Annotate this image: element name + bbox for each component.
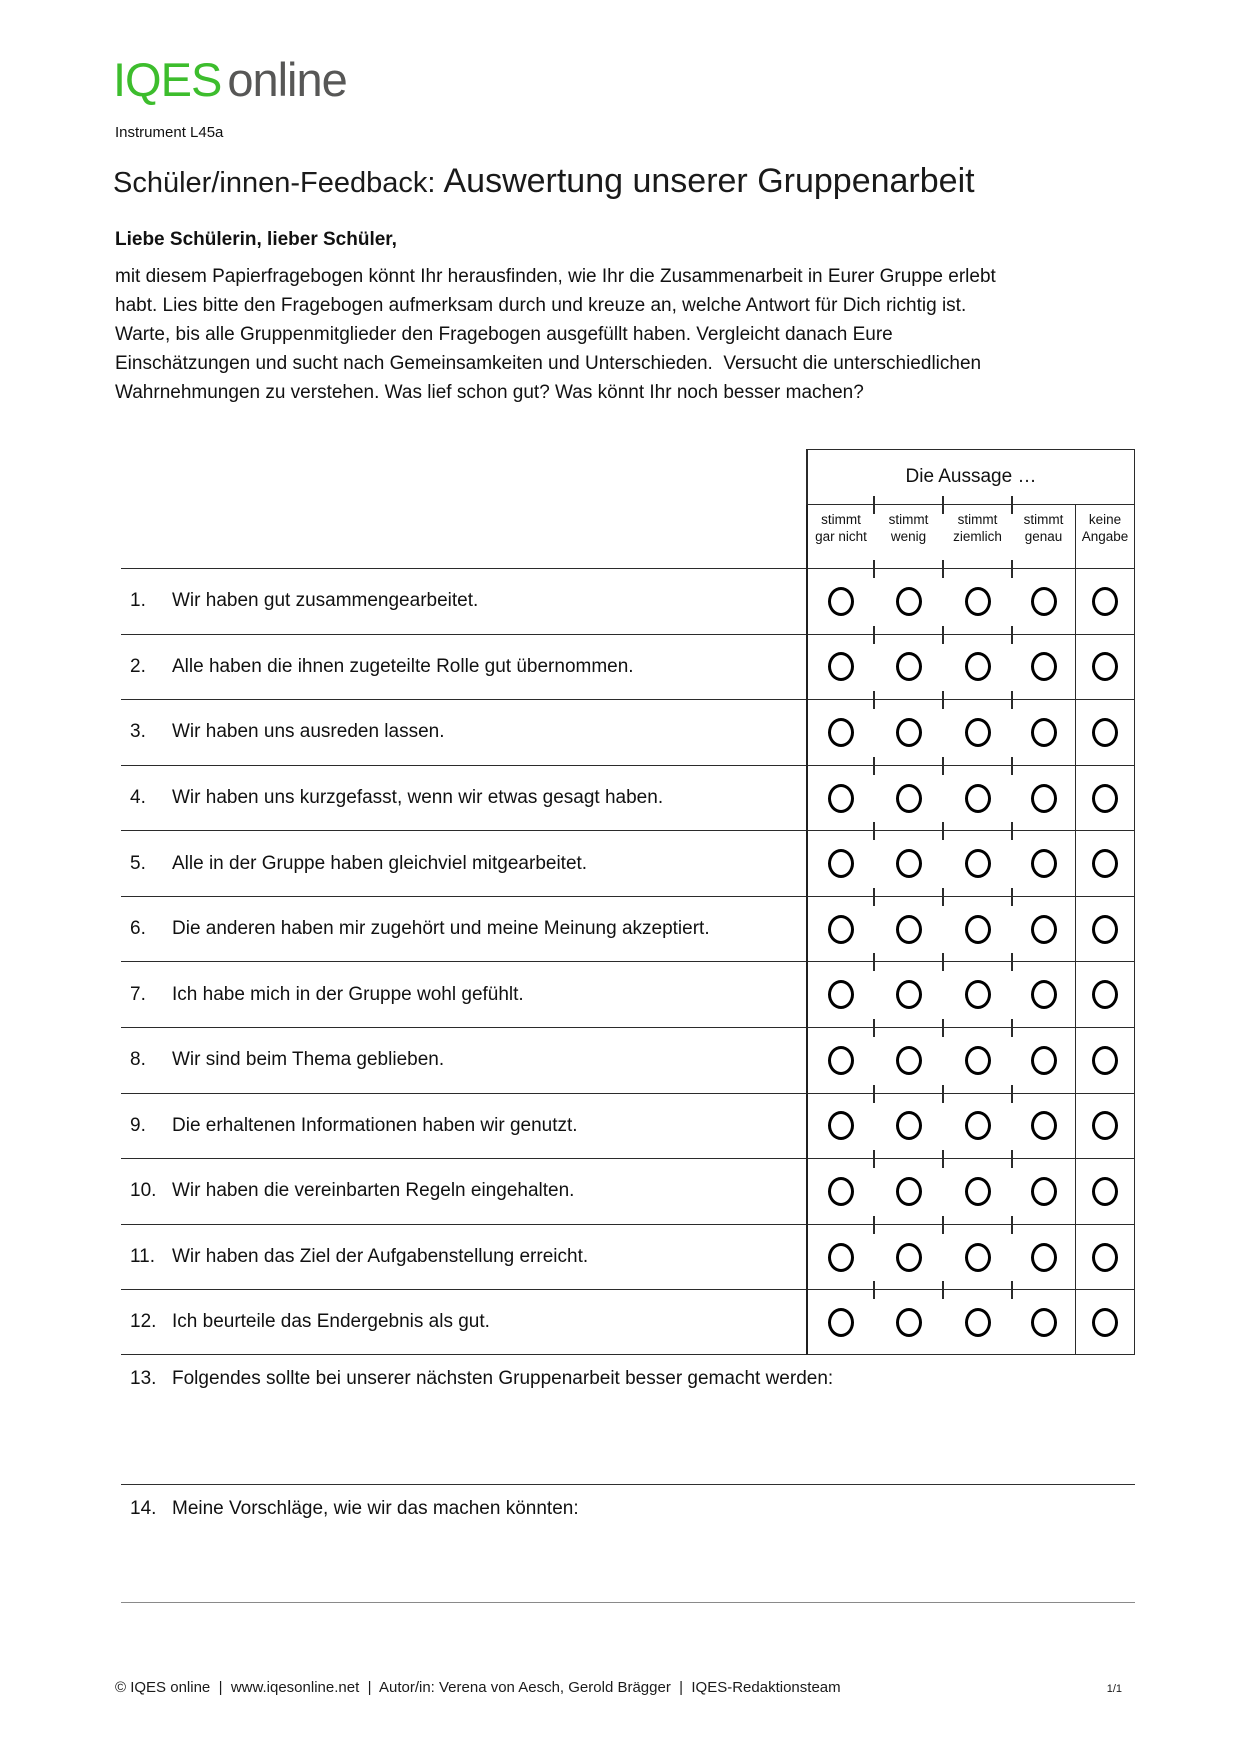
radio-circle-stimmt-wenig[interactable] [896, 718, 922, 747]
answer-cell-stimmt-genau [1012, 765, 1075, 831]
radio-circle-stimmt-genau[interactable] [1031, 1243, 1057, 1272]
statement-text: Ich beurteile das Endergebnis als gut. [172, 1289, 806, 1355]
answer-cell-stimmt-gar-nicht [806, 634, 874, 700]
row-number: 1. [121, 568, 172, 634]
radio-circle-stimmt-wenig[interactable] [896, 1243, 922, 1272]
answer-space-14[interactable] [121, 1530, 1135, 1602]
radio-circle-stimmt-ziemlich[interactable] [965, 1308, 991, 1337]
column-header-stimmt-gar-nicht [806, 505, 874, 568]
column-label-line: ziemlich [953, 528, 1002, 544]
column-header-stimmt-ziemlich [943, 505, 1012, 568]
row-number: 2. [121, 634, 172, 700]
answer-cell-keine-angabe [1075, 699, 1135, 765]
row-number: 8. [121, 1027, 172, 1093]
row-number: 12. [121, 1289, 172, 1355]
open-question-text: Folgendes sollte bei unserer nächsten Gruppenarbeit besser gemacht werden: [172, 1367, 834, 1389]
page-number: 1/1 [1106, 1683, 1122, 1695]
answer-cell-stimmt-genau [1012, 1158, 1075, 1224]
statement-text: Wir haben gut zusammengearbeitet. [172, 568, 806, 634]
intro-paragraph: mit diesem Papierfragebogen könnt Ihr herausfinden, wie Ihr die Zusammenarbeit in Eurer Gruppe erlebt habt. Lies bitte den Fragebogen aufmerksam durch und kreuze an, welche Antwort für Dich richtig ist. Warte, bis alle Gruppenmitglieder den Fragebogen ausgefüllt haben. Vergleicht danach Eure Einschätzungen und sucht nach Gemeinsamkeiten und Unterschieden. Versucht die unterschiedlichen Wahrnehmungen zu verstehen. Was lief schon gut? Was könnt Ihr noch besser machen? [115, 266, 1002, 403]
radio-circle-stimmt-gar-nicht[interactable] [828, 652, 854, 681]
title-main: Auswertung unserer Gruppenarbeit [443, 162, 975, 200]
answer-cell-stimmt-gar-nicht [806, 1224, 874, 1290]
answer-cell-stimmt-wenig [874, 765, 943, 831]
radio-circle-keine-angabe[interactable] [1092, 980, 1118, 1009]
row-number: 6. [121, 896, 172, 962]
radio-circle-stimmt-ziemlich[interactable] [965, 784, 991, 813]
answer-cell-stimmt-genau [1012, 634, 1075, 700]
radio-circle-keine-angabe[interactable] [1092, 718, 1118, 747]
radio-circle-keine-angabe[interactable] [1092, 1308, 1118, 1337]
column-header-stimmt-genau [1012, 505, 1075, 568]
radio-circle-keine-angabe[interactable] [1092, 587, 1118, 616]
answer-cell-stimmt-wenig [874, 568, 943, 634]
answer-cell-stimmt-wenig [874, 699, 943, 765]
radio-circle-stimmt-genau[interactable] [1031, 1308, 1057, 1337]
answer-cell-stimmt-gar-nicht [806, 765, 874, 831]
answer-cell-keine-angabe [1075, 1093, 1135, 1159]
answer-cell-keine-angabe [1075, 1289, 1135, 1355]
statement-text: Wir sind beim Thema geblieben. [172, 1027, 806, 1093]
radio-circle-stimmt-wenig[interactable] [896, 652, 922, 681]
radio-circle-stimmt-gar-nicht[interactable] [828, 1177, 854, 1206]
row-number: 5. [121, 830, 172, 896]
answer-cell-stimmt-ziemlich [943, 765, 1012, 831]
radio-circle-stimmt-wenig[interactable] [896, 1046, 922, 1075]
column-label-line: gar nicht [815, 528, 867, 544]
statement-text: Die erhaltenen Informationen haben wir genutzt. [172, 1093, 806, 1159]
column-label-line: stimmt [888, 512, 929, 527]
column-header-keine-angabe [1075, 505, 1135, 568]
header-spacer [121, 449, 806, 505]
answer-cell-stimmt-ziemlich [943, 896, 1012, 962]
answer-cell-keine-angabe [1075, 896, 1135, 962]
column-label-line: keine [1088, 512, 1122, 527]
answer-cell-keine-angabe [1075, 1224, 1135, 1290]
answer-cell-stimmt-gar-nicht [806, 1093, 874, 1159]
answer-cell-stimmt-genau [1012, 1224, 1075, 1290]
answer-cell-stimmt-genau [1012, 699, 1075, 765]
table-header-label: Die Aussage … [905, 466, 1037, 487]
answer-cell-stimmt-gar-nicht [806, 699, 874, 765]
logo-text-iqes: IQES [113, 53, 222, 106]
answer-cell-stimmt-genau [1012, 568, 1075, 634]
radio-circle-stimmt-wenig[interactable] [896, 1111, 922, 1140]
answer-cell-stimmt-gar-nicht [806, 568, 874, 634]
radio-circle-keine-angabe[interactable] [1092, 915, 1118, 944]
radio-circle-stimmt-gar-nicht[interactable] [828, 1243, 854, 1272]
answer-cell-stimmt-wenig [874, 1289, 943, 1355]
answer-cell-stimmt-ziemlich [943, 961, 1012, 1027]
answer-cell-stimmt-wenig [874, 1093, 943, 1159]
radio-circle-stimmt-genau[interactable] [1031, 980, 1057, 1009]
radio-circle-stimmt-gar-nicht[interactable] [828, 1111, 854, 1140]
answer-cell-keine-angabe [1075, 568, 1135, 634]
radio-circle-stimmt-ziemlich[interactable] [965, 915, 991, 944]
column-label-line: stimmt [1023, 512, 1064, 527]
radio-circle-keine-angabe[interactable] [1092, 1177, 1118, 1206]
open-question-text: Meine Vorschläge, wie wir das machen könnten: [172, 1497, 579, 1519]
radio-circle-stimmt-gar-nicht[interactable] [828, 1046, 854, 1075]
answer-cell-stimmt-ziemlich [943, 1289, 1012, 1355]
radio-circle-keine-angabe[interactable] [1092, 1046, 1118, 1075]
statement-text: Die anderen haben mir zugehört und meine Meinung akzeptiert. [172, 896, 806, 962]
radio-circle-stimmt-ziemlich[interactable] [965, 980, 991, 1009]
answer-cell-stimmt-genau [1012, 1093, 1075, 1159]
answer-cell-stimmt-wenig [874, 1224, 943, 1290]
radio-circle-stimmt-ziemlich[interactable] [965, 652, 991, 681]
answer-cell-keine-angabe [1075, 1027, 1135, 1093]
answer-cell-stimmt-wenig [874, 896, 943, 962]
answer-cell-stimmt-ziemlich [943, 1224, 1012, 1290]
radio-circle-stimmt-genau[interactable] [1031, 1177, 1057, 1206]
radio-circle-stimmt-gar-nicht[interactable] [828, 980, 854, 1009]
answer-cell-stimmt-genau [1012, 1289, 1075, 1355]
open-question-row-14 [121, 1485, 1135, 1603]
radio-circle-stimmt-gar-nicht[interactable] [828, 1308, 854, 1337]
answer-cell-stimmt-gar-nicht [806, 830, 874, 896]
radio-circle-stimmt-genau[interactable] [1031, 587, 1057, 616]
answer-cell-stimmt-ziemlich [943, 568, 1012, 634]
radio-circle-stimmt-gar-nicht[interactable] [828, 915, 854, 944]
answer-cell-stimmt-ziemlich [943, 1027, 1012, 1093]
answer-cell-stimmt-genau [1012, 830, 1075, 896]
radio-circle-stimmt-genau[interactable] [1031, 1111, 1057, 1140]
answer-cell-stimmt-ziemlich [943, 699, 1012, 765]
column-label-line: genau [1024, 528, 1063, 544]
radio-circle-stimmt-genau[interactable] [1031, 915, 1057, 944]
page-footer [115, 1679, 1122, 1696]
radio-circle-stimmt-genau[interactable] [1031, 1046, 1057, 1075]
salutation: Liebe Schülerin, lieber Schüler, [115, 229, 397, 250]
answer-cell-stimmt-ziemlich [943, 1093, 1012, 1159]
answer-cell-stimmt-ziemlich [943, 830, 1012, 896]
radio-circle-keine-angabe[interactable] [1092, 1243, 1118, 1272]
answer-cell-stimmt-genau [1012, 961, 1075, 1027]
radio-circle-stimmt-wenig[interactable] [896, 1308, 922, 1337]
radio-circle-stimmt-genau[interactable] [1031, 652, 1057, 681]
answer-cell-stimmt-genau [1012, 1027, 1075, 1093]
radio-circle-stimmt-wenig[interactable] [896, 980, 922, 1009]
page-title [113, 162, 975, 201]
instrument-label: Instrument L45a [115, 124, 224, 141]
row-number: 13. [130, 1367, 157, 1389]
row-number: 10. [121, 1158, 172, 1224]
statement-text: Ich habe mich in der Gruppe wohl gefühlt. [172, 961, 806, 1027]
radio-circle-stimmt-wenig[interactable] [896, 915, 922, 944]
statement-text: Wir haben die vereinbarten Regeln eingehalten. [172, 1158, 806, 1224]
row-number: 3. [121, 699, 172, 765]
open-question-row-13 [121, 1355, 1135, 1485]
iqes-online-logo [113, 52, 347, 107]
row-number: 14. [130, 1497, 157, 1519]
column-label-line: wenig [890, 528, 927, 544]
radio-circle-stimmt-gar-nicht[interactable] [828, 718, 854, 747]
answer-cell-keine-angabe [1075, 765, 1135, 831]
answer-cell-stimmt-wenig [874, 1027, 943, 1093]
statement-text: Alle in der Gruppe haben gleichviel mitgearbeitet. [172, 830, 806, 896]
radio-circle-stimmt-ziemlich[interactable] [965, 849, 991, 878]
radio-circle-stimmt-genau[interactable] [1031, 784, 1057, 813]
feedback-table [121, 449, 1135, 1603]
radio-circle-stimmt-ziemlich[interactable] [965, 718, 991, 747]
statement-text: Wir haben uns kurzgefasst, wenn wir etwas gesagt haben. [172, 765, 806, 831]
radio-circle-stimmt-ziemlich[interactable] [965, 587, 991, 616]
radio-circle-stimmt-ziemlich[interactable] [965, 1111, 991, 1140]
footer-credits: © IQES online | www.iqesonline.net | Autor/in: Verena von Aesch, Gerold Brägger | IQES-Redaktionsteam [115, 1679, 841, 1696]
table-header-box [806, 449, 1135, 505]
row-number: 9. [121, 1093, 172, 1159]
radio-circle-keine-angabe[interactable] [1092, 849, 1118, 878]
row-number: 4. [121, 765, 172, 831]
column-label-line: stimmt [821, 512, 861, 527]
answer-cell-stimmt-gar-nicht [806, 1289, 874, 1355]
answer-cell-keine-angabe [1075, 961, 1135, 1027]
radio-circle-stimmt-ziemlich[interactable] [965, 1177, 991, 1206]
answer-cell-stimmt-wenig [874, 634, 943, 700]
radio-circle-stimmt-ziemlich[interactable] [965, 1046, 991, 1075]
radio-circle-stimmt-wenig[interactable] [896, 784, 922, 813]
radio-circle-stimmt-ziemlich[interactable] [965, 1243, 991, 1272]
radio-circle-stimmt-genau[interactable] [1031, 718, 1057, 747]
answer-cell-keine-angabe [1075, 1158, 1135, 1224]
column-label-line: stimmt [957, 512, 998, 527]
radio-circle-stimmt-wenig[interactable] [896, 1177, 922, 1206]
answer-cell-stimmt-gar-nicht [806, 896, 874, 962]
answer-space-13[interactable] [121, 1400, 1135, 1484]
radio-circle-stimmt-wenig[interactable] [896, 849, 922, 878]
answer-cell-stimmt-ziemlich [943, 1158, 1012, 1224]
logo-text-online: online [227, 53, 347, 106]
answer-cell-stimmt-gar-nicht [806, 1158, 874, 1224]
radio-circle-keine-angabe[interactable] [1092, 1111, 1118, 1140]
radio-circle-stimmt-gar-nicht[interactable] [828, 849, 854, 878]
radio-circle-stimmt-gar-nicht[interactable] [828, 587, 854, 616]
label-row-spacer [121, 505, 806, 568]
radio-circle-keine-angabe[interactable] [1092, 652, 1118, 681]
radio-circle-stimmt-gar-nicht[interactable] [828, 784, 854, 813]
statement-grid [121, 449, 1135, 1355]
answer-cell-stimmt-genau [1012, 896, 1075, 962]
radio-circle-stimmt-genau[interactable] [1031, 849, 1057, 878]
answer-cell-keine-angabe [1075, 830, 1135, 896]
row-number: 7. [121, 961, 172, 1027]
answer-cell-stimmt-wenig [874, 1158, 943, 1224]
statement-text: Alle haben die ihnen zugeteilte Rolle gut übernommen. [172, 634, 806, 700]
row-number: 11. [121, 1224, 172, 1290]
answer-cell-stimmt-ziemlich [943, 634, 1012, 700]
radio-circle-stimmt-wenig[interactable] [896, 587, 922, 616]
statement-text: Wir haben das Ziel der Aufgabenstellung erreicht. [172, 1224, 806, 1290]
answer-cell-keine-angabe [1075, 634, 1135, 700]
column-label-line: Angabe [1081, 528, 1129, 544]
answer-cell-stimmt-gar-nicht [806, 961, 874, 1027]
column-header-stimmt-wenig [874, 505, 943, 568]
answer-cell-stimmt-wenig [874, 961, 943, 1027]
answer-cell-stimmt-wenig [874, 830, 943, 896]
title-prefix: Schüler/innen-Feedback: [113, 167, 444, 199]
statement-text: Wir haben uns ausreden lassen. [172, 699, 806, 765]
radio-circle-keine-angabe[interactable] [1092, 784, 1118, 813]
answer-cell-stimmt-gar-nicht [806, 1027, 874, 1093]
